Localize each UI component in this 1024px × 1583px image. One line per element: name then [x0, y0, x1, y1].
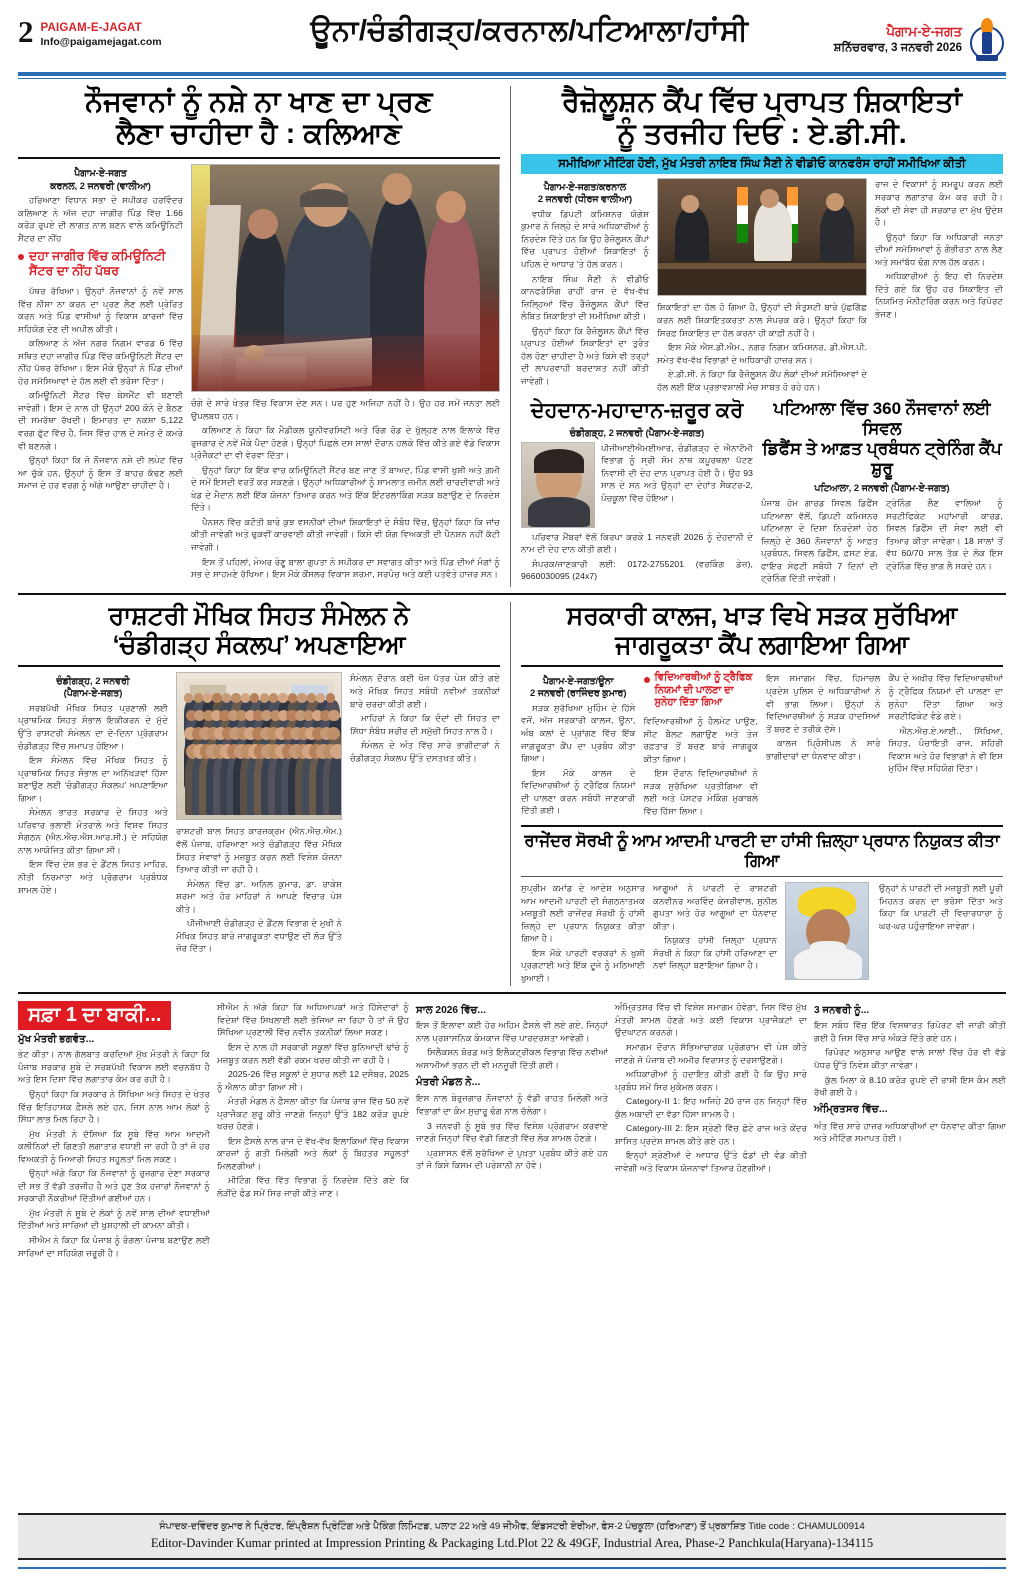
- health-conference-story: [18, 602, 500, 986]
- patiala-byline: ਪਟਿਆਲਾ, 2 ਜਨਵਰੀ (ਪੈਗਾਮ-ਏ-ਜਗਤ): [814, 482, 950, 494]
- edition-list: ਉੂਨਾ/ਚੰਡੀਗੜ੍ਹ/ਕਰਨਾਲ/ਪਟਿਆਲਾ/ਹਾਂਸੀ: [310, 15, 749, 47]
- lead-left-col2: ਚੰਗੇ ਦੇ ਸਾਰੇ ਖੇਤਰ ਵਿੱਚ ਵਿਕਾਸ ਦੇਣ ਸਨ। ਪਰ ਹੁਣ ਅਜਿਹਾ ਨਹੀਂ ਹੈ। ਉਹ ਹਰ ਸਮੇਂ ਜਨਤਾ ਲਈ ਉਪਲਬਧ ਹਨ। ਕਲਿਆਣ ਨੇ ਕਿਹਾ ਕਿ ਮੈਡੀਕਲ ਯੂਨੀਵਰਸਿਟੀ ਅਤੇ ਰਿੰਗ ਰੋਡ ਦੇ ਖੁੱਲ੍ਹਣ ਨਾਲ ਇਲਾਕੇ ਵਿੱਚ ਰੁਜ਼ਗਾਰ ਦੇ ਨਵੇਂ ਮੌਕੇ ਪੈਦਾ ਹੋਣਗੇ। ਉਨ੍ਹਾਂ ਪਿਛਲੇ ਦਸ ਸਾਲਾਂ ਦੌਰਾਨ ਹਲਕੇ ਵਿੱਚ ਕੀਤੇ ਗਏ ਵੱਡੇ ਵਿਕਾਸ ਪ੍ਰੋਜੈਕਟਾਂ ਦਾ ਵੀ ਵੇਰਵਾ ਦਿੱਤਾ। ਉਨ੍ਹਾਂ ਕਿਹਾ ਕਿ ਇੱਕ ਵਾਰ ਕਮਿਊਨਿਟੀ ਸੈਂਟਰ ਬਣ ਜਾਣ ਤੋਂ ਬਾਅਦ, ਪਿੰਡ ਵਾਸੀ ਖੁਸ਼ੀ ਅਤੇ ਗ਼ਮੀ ਦੇ ਸਮੇਂ ਇਸਦੀ ਵਰਤੋਂ ਕਰ ਸਕਣਗੇ। ਉਨ੍ਹਾਂ ਅਧਿਕਾਰੀਆਂ ਨੂੰ ਸ਼ਾਮਲਾਤ ਜ਼ਮੀਨ ਲਈ ਚਾਰਦੀਵਾਰੀ ਅਤੇ ਖੇਡ ਦੇ ਮੈਦਾਨ ਲਈ ਇੱਕ ਯੋਜਨਾ ਤਿਆਰ ਕਰਨ ਅਤੇ ਇੱਕ ਇੰਟਰਲਾਕਿੰਗ ਸੜਕ ਬਣਾਉਣ ਦੇ ਨਿਰਦੇਸ਼ ਦਿੱਤੇ। ਪੈਨਸ਼ਨ ਵਿੱਚ ਕਟੌਤੀ ਬਾਰੇ ਕੁਝ ਵਸਨੀਕਾਂ ਦੀਆਂ ਸ਼ਿਕਾਇਤਾਂ ਦੇ ਸੰਬੰਧ ਵਿੱਚ, ਉਨ੍ਹਾਂ ਕਿਹਾ ਕਿ ਜਾਂਚ ਕੀਤੀ ਜਾਵੇਗੀ ਅਤੇ ਢੁਕਵੀਂ ਕਾਰਵਾਈ ਕੀਤੀ ਜਾਵੇਗੀ। ਕਿਸੇ ਵੀ ਯੋਗ ਵਿਅਕਤੀ ਦੀ ਪੈਨਸ਼ਨ ਨਹੀਂ ਕੱਟੀ ਜਾਵੇਗੀ। ਇਸ ਤੋਂ ਪਹਿਲਾਂ, ਮੇਅਰ ਰੇਣੂ ਬਾਲਾ ਗੁਪਤਾ ਨੇ ਸਪੀਕਰ ਦਾ ਸਵਾਗਤ ਕੀਤਾ ਅਤੇ ਪਿੰਡ ਦੀਆਂ ਮੰਗਾਂ ਨੂੰ ਸਭ ਦੇ ਸਾਹਮਣੇ ਰੱਖਿਆ। ਇਸ ਮੌਕੇ ਕੌਂਸਲਰ ਵਿਕਾਸ ਸ਼ਰਮਾ, ਸਰਪੰਚ ਅਤੇ ਕਈ ਪਤਵੰਤੇ ਹਾਜ਼ਰ ਸਨ।: [191, 397, 500, 580]
- road-safety-story: [521, 602, 1003, 986]
- lead-left-byline-1: ਪੈਗਾਮ-ਏ-ਜਗਤ: [74, 166, 127, 178]
- health-headline-line1: ਰਾਸ਼ਟਰੀ ਮੌਖਿਕ ਸਿਹਤ ਸੰਮੇਲਨ ਨੇ: [108, 601, 410, 630]
- donation-byline: ਚੰਡੀਗੜ੍ਹ, 2 ਜਨਵਰੀ (ਪੈਗਾਮ-ਏ-ਜਗਤ): [569, 427, 705, 439]
- photo-donor-portrait: [521, 442, 595, 528]
- lead-story-right: [521, 86, 1003, 587]
- health-headline-line2: ‘ਚੰਡੀਗੜ੍ਹ ਸੰਕਲਪ’ ਅਪਣਾਇਆ: [112, 630, 406, 659]
- road-col2: ਵਿਦਿਆਰਥੀਆਂ ਨੂੰ ਹੈਲਮੇਟ ਪਾਉਣ, ਸੀਟ ਬੈਲਟ ਲਗਾਉਣ ਅਤੇ ਤੇਜ਼ ਰਫ਼ਤਾਰ ਤੋਂ ਬਚਣ ਬਾਰੇ ਜਾਗਰੂਕ ਕੀਤਾ ਗਿਆ। ਇਸ ਦੌਰਾਨ ਵਿਦਿਆਰਥੀਆਂ ਨੇ ਸੜਕ ਸੁਰੱਖਿਆ ਪ੍ਰਤੀਗਿਆ ਵੀ ਲਈ ਅਤੇ ਪੋਸਟਰ ਮੇਕਿੰਗ ਮੁਕਾਬਲੇ ਵਿੱਚ ਹਿੱਸਾ ਲਿਆ।: [643, 715, 758, 816]
- patiala-headline-line1: ਪਟਿਆਲਾ ਵਿੱਚ 360 ਨੌਜਵਾਨਾਂ ਲਈ ਸਿਵਲ: [773, 399, 991, 439]
- column-divider-2: [510, 602, 511, 986]
- continued-col1: ਭੇਟ ਕੀਤਾ। ਨਾਲ ਗੱਲਬਾਤ ਕਰਦਿਆਂ ਮੁੱਖ ਮੰਤਰੀ ਨੇ ਕਿਹਾ ਕਿ ਪੰਜਾਬ ਸਰਕਾਰ ਸੂਬੇ ਦੇ ਸਰਬਪੱਖੀ ਵਿਕਾਸ ਲਈ ਵਚਨਬੱਧ ਹੈ ਅਤੇ ਇਸ ਦਿਸ਼ਾ ਵਿੱਚ ਲਗਾਤਾਰ ਕੰਮ ਕਰ ਰਹੀ ਹੈ। ਉਨ੍ਹਾਂ ਕਿਹਾ ਕਿ ਸਰਕਾਰ ਨੇ ਸਿੱਖਿਆ ਅਤੇ ਸਿਹਤ ਦੇ ਖੇਤਰ ਵਿੱਚ ਇਤਿਹਾਸਕ ਫ਼ੈਸਲੇ ਲਏ ਹਨ, ਜਿਸ ਨਾਲ ਆਮ ਲੋਕਾਂ ਨੂੰ ਸਿੱਧਾ ਲਾਭ ਮਿਲ ਰਿਹਾ ਹੈ। ਮੁੱਖ ਮੰਤਰੀ ਨੇ ਦੱਸਿਆ ਕਿ ਸੂਬੇ ਵਿੱਚ ਆਮ ਆਦਮੀ ਕਲੀਨਿਕਾਂ ਦੀ ਗਿਣਤੀ ਲਗਾਤਾਰ ਵਧਾਈ ਜਾ ਰਹੀ ਹੈ ਤਾਂ ਜੋ ਹਰ ਵਿਅਕਤੀ ਨੂੰ ਮਿਆਰੀ ਸਿਹਤ ਸਹੂਲਤਾਂ ਮਿਲ ਸਕਣ। ਉਨ੍ਹਾਂ ਅੱਗੇ ਕਿਹਾ ਕਿ ਨੌਜਵਾਨਾਂ ਨੂੰ ਰੁਜ਼ਗਾਰ ਦੇਣਾ ਸਰਕਾਰ ਦੀ ਸਭ ਤੋਂ ਵੱਡੀ ਤਰਜੀਹ ਹੈ ਅਤੇ ਹੁਣ ਤੱਕ ਹਜ਼ਾਰਾਂ ਨੌਜਵਾਨਾਂ ਨੂੰ ਸਰਕਾਰੀ ਨੌਕਰੀਆਂ ਦਿੱਤੀਆਂ ਗਈਆਂ ਹਨ। ਮੁੱਖ ਮੰਤਰੀ ਨੇ ਸੂਬੇ ਦੇ ਲੋਕਾਂ ਨੂੰ ਨਵੇਂ ਸਾਲ ਦੀਆਂ ਵਧਾਈਆਂ ਦਿੱਤੀਆਂ ਅਤੇ ਸਾਰਿਆਂ ਦੀ ਖੁਸ਼ਹਾਲੀ ਦੀ ਕਾਮਨਾ ਕੀਤੀ। ਸੀਐਮ ਨੇ ਕਿਹਾ ਕਿ ਪੰਜਾਬ ਨੂੰ ਰੰਗਲਾ ਪੰਜਾਬ ਬਣਾਉਣ ਲਈ ਸਾਰਿਆਂ ਦਾ ਸਹਿਯੋਗ ਜ਼ਰੂਰੀ ਹੈ।: [18, 1049, 210, 1258]
- bullet-dot-icon: [18, 254, 24, 260]
- lead-left-headline-line1: ਨੌਜਵਾਨਾਂ ਨੂੰ ਨਸ਼ੇ ਨਾ ਖਾਣ ਦਾ ਪ੍ਰਣ: [85, 86, 433, 118]
- road-byline-1: ਪੈਗਾਮ-ਏ-ਜਗਤ/ਊਨਾ: [543, 675, 614, 687]
- lead-story-left: [18, 86, 500, 587]
- lead-right-col2: ਸ਼ਿਕਾਇਤਾਂ ਦਾ ਹੱਲ ਹੋ ਗਿਆ ਹੈ, ਉਨ੍ਹਾਂ ਦੀ ਸੰਤੁਸ਼ਟੀ ਬਾਰੇ ਪੁੱਛਗਿੱਛ ਕਰਨ ਲਈ ਸ਼ਿਕਾਇਤਕਰਤਾ ਨਾਲ ਸੰਪਰਕ ਕਰੋ। ਉਨ੍ਹਾਂ ਕਿਹਾ ਕਿ ਸਿਰਫ਼ ਸ਼ਿਕਾਇਤ ਦਾ ਹੱਲ ਕਰਨਾ ਹੀ ਕਾਫ਼ੀ ਨਹੀਂ ਹੈ। ਇਸ ਮੌਕੇ ਐਸ.ਡੀ.ਐਮ., ਨਗਰ ਨਿਗਮ ਕਮਿਸ਼ਨਰ, ਡੀ.ਐਸ.ਪੀ. ਸਮੇਤ ਵੱਖ-ਵੱਖ ਵਿਭਾਗਾਂ ਦੇ ਅਧਿਕਾਰੀ ਹਾਜ਼ਰ ਸਨ। ਏ.ਡੀ.ਸੀ. ਨੇ ਕਿਹਾ ਕਿ ਰੈਜ਼ੋਲੂਸ਼ਨ ਕੈਂਪ ਲੋਕਾਂ ਦੀਆਂ ਸਮੱਸਿਆਵਾਂ ਦੇ ਹੱਲ ਲਈ ਇੱਕ ਪ੍ਰਭਾਵਸ਼ਾਲੀ ਮੰਚ ਸਾਬਤ ਹੋ ਰਹੇ ਹਨ।: [657, 302, 867, 392]
- photo-aap-leader-portrait: [785, 882, 869, 980]
- lead-right-byline-2: 2 ਜਨਵਰੀ (ਧੀਰਜ ਵਾਲੀਆ): [537, 193, 633, 205]
- road-bullet-text: ਵਿਦਿਆਰਥੀਆਂ ਨੂੰ ਟ੍ਰੈਫਿਕ ਨਿਯਮਾਂ ਦੀ ਪਾਲਣਾ ਦਾ ਸੁਨੇਹਾ ਦਿੱਤਾ ਗਿਆ: [654, 672, 753, 709]
- road-headline-line2: ਜਾਗਰੂਕਤਾ ਕੈਂਪ ਲਗਾਇਆ ਗਿਆ: [615, 630, 909, 659]
- lead-right-highlight-strip: ਸਮੀਖਿਆ ਮੀਟਿੰਗ ਹੋਈ, ਮੁੱਖ ਮੰਤਰੀ ਨਾਇਬ ਸਿੰਘ ਸੈਣੀ ਨੇ ਵੀਡੀਓ ਕਾਨਫਰੰਸ ਰਾਹੀਂ ਸਮੀਖਿਆ ਕੀਤੀ: [521, 154, 1003, 174]
- health-col1: ਸਰਬਪੱਖੀ ਮੌਖਿਕ ਸਿਹਤ ਪ੍ਰਣਾਲੀ ਲਈ ਪ੍ਰਾਥਮਿਕ ਸਿਹਤ ਸੰਭਾਲ ਇਕੀਕਰਨ ਦੇ ਮੁੱਦੇ ਉੱਤੇ ਰਾਸ਼ਟਰੀ ਸੰਮੇਲਨ ਦਾ ਦੋ-ਦਿਨਾ ਪ੍ਰੋਗਰਾਮ ਚੰਡੀਗੜ੍ਹ ਵਿੱਚ ਸਮਾਪਤ ਹੋਇਆ। ਇਸ ਸੰਮੇਲਨ ਵਿੱਚ ਮੌਖਿਕ ਸਿਹਤ ਨੂੰ ਪ੍ਰਾਥਮਿਕ ਸਿਹਤ ਸੰਭਾਲ ਦਾ ਅਨਿੱਖੜਵਾਂ ਹਿੱਸਾ ਬਣਾਉਣ ਲਈ ‘ਚੰਡੀਗੜ੍ਹ ਸੰਕਲਪ’ ਅਪਣਾਇਆ ਗਿਆ। ਸੰਮੇਲਨ ਭਾਰਤ ਸਰਕਾਰ ਦੇ ਸਿਹਤ ਅਤੇ ਪਰਿਵਾਰ ਭਲਾਈ ਮੰਤਰਾਲੇ ਅਤੇ ਵਿਸ਼ਵ ਸਿਹਤ ਸੰਗਠਨ (ਐਨ.ਐਚ.ਐਸ.ਆਰ.ਸੀ.) ਦੇ ਸਹਿਯੋਗ ਨਾਲ ਆਯੋਜਿਤ ਕੀਤਾ ਗਿਆ ਸੀ। ਇਸ ਵਿੱਚ ਦੇਸ਼ ਭਰ ਦੇ ਡੈਂਟਲ ਸਿਹਤ ਮਾਹਿਰ, ਨੀਤੀ ਨਿਰਮਾਤਾ ਅਤੇ ਪ੍ਰੋਗਰਾਮ ਪ੍ਰਬੰਧਕ ਸ਼ਾਮਲ ਹੋਏ।: [18, 702, 168, 895]
- lead-left-byline-2: ਕਰਨਲ, 2 ਜਨਵਰੀ (ਵਾਲੀਆ): [50, 179, 151, 191]
- aap-headline: ਰਾਜੇਂਦਰ ਸੋਰਖੀ ਨੂੰ ਆਮ ਆਦਮੀ ਪਾਰਟੀ ਦਾ ਹਾਂਸੀ ਜ਼ਿਲ੍ਹਾ ਪ੍ਰਧਾਨ ਨਿਯੁਕਤ ਕੀਤਾ ਗਿਆ: [524, 832, 1000, 871]
- publication-date: ਸ਼ਨਿੱਚਰਵਾਰ, 3 ਜਨਵਰੀ 2026: [833, 42, 962, 55]
- paper-name-en: PAIGAM-E-JAGAT: [40, 22, 142, 34]
- edition-names: [268, 16, 791, 46]
- continued-sub-4: 3 ਜਨਵਰੀ ਨੂੰ...: [814, 1005, 870, 1017]
- health-byline-2: (ਪੈਗਾਮ-ਏ-ਜਗਤ): [63, 687, 123, 699]
- road-byline-2: 2 ਜਨਵਰੀ (ਰਾਜਿੰਦਰ ਕੁਮਾਰ): [530, 687, 627, 699]
- header-rule-thick: [18, 72, 1006, 76]
- patiala-headline-line2: ਡਿਫੈਂਸ ਤੇ ਆਫ਼ਤ ਪ੍ਰਬੰਧਨ ਟ੍ਰੇਨਿੰਗ ਕੈਂਪ ਸ਼ੁਰੂ: [762, 439, 1002, 479]
- header-rule-thin: [18, 78, 1006, 79]
- continued-label-box: ਸਫ਼ਾ 1 ਦਾ ਬਾਕੀ...: [18, 1001, 171, 1030]
- lead-left-col1-p1: ਹਰਿਆਣਾ ਵਿਧਾਨ ਸਭਾ ਦੇ ਸਪੀਕਰ ਹਰਵਿੰਦਰ ਕਲਿਆਣ ਨੇ ਅੱਜ ਦਹਾ ਜਾਗੀਰ ਪਿੰਡ ਵਿੱਚ 1.66 ਕਰੋੜ ਰੁਪਏ ਦੀ ਲਾਗਤ ਨਾਲ ਬਣਨ ਵਾਲੇ ਕਮਿਊਨਿਟੀ ਸੈਂਟਰ ਦਾ ਨੀਂਹ: [18, 195, 183, 243]
- photo-foundation-stone: [191, 164, 500, 392]
- donation-text-b: ਪਰਿਵਾਰ ਮੈਂਬਰਾਂ ਵੱਲੋਂ ਕਿਰਪਾ ਕਰਕੇ 1 ਜਨਵਰੀ 2026 ਨੂੰ ਦੇਹਦਾਨੀ ਦੇ ਨਾਮ ਦੀ ਦੇਹ ਦਾਨ ਕੀਤੀ ਗਈ। ਸੰਪਰਕ/ਜਾਣਕਾਰੀ ਲਈ: 0172-2755201 (ਵਰਕਿੰਗ ਡੇਜ਼), 9660030095 (24x7): [521, 531, 753, 582]
- torch-logo-icon: [968, 18, 1006, 62]
- continued-section: [18, 1001, 1006, 1261]
- page-footer: [18, 1513, 1006, 1569]
- photo-group-conference: [176, 672, 342, 820]
- patiala-col2: ਟ੍ਰੇਨਿੰਗ ਲੈਣ ਵਾਲਿਆਂ ਨੂੰ ਸਰਟੀਫਿਕੇਟ ਮਹਾਂਮਾਰੀ ਕਾਰਡ, ਸਿਵਲ ਡਿਫੈਂਸ ਦੀ ਸੇਵਾ ਲਈ ਵੀ ਤਿਆਰ ਕੀਤਾ ਜਾਵੇਗਾ। 18 ਸਾਲਾਂ ਤੋਂ ਵੱਧ 60/70 ਸਾਲ ਤੱਕ ਦੇ ਲੋਕ ਇਸ ਟ੍ਰੇਨਿੰਗ ਵਿੱਚ ਭਾਗ ਲੈ ਸਕਦੇ ਹਨ।: [886, 498, 1003, 571]
- continued-col3: ਇਸ ਤੋਂ ਇਲਾਵਾ ਕਈ ਹੋਰ ਅਹਿਮ ਫ਼ੈਸਲੇ ਵੀ ਲਏ ਗਏ, ਜਿਨ੍ਹਾਂ ਨਾਲ ਪ੍ਰਸ਼ਾਸਨਿਕ ਕੰਮਕਾਜ ਵਿੱਚ ਪਾਰਦਰਸ਼ਤਾ ਆਵੇਗੀ। ਸਿਲੈਕਸ਼ਨ ਬੋਰਡ ਅਤੇ ਇਲੈਕਟ੍ਰੀਕਲ ਵਿਭਾਗ ਵਿੱਚ ਨਵੀਆਂ ਅਸਾਮੀਆਂ ਭਰਨ ਦੀ ਵੀ ਮਨਜ਼ੂਰੀ ਦਿੱਤੀ ਗਈ। ਮੰਤਰੀ ਮੰਡਲ ਨੇ... ਇਸ ਨਾਲ ਬੇਰੁਜ਼ਗਾਰ ਨੌਜਵਾਨਾਂ ਨੂੰ ਵੱਡੀ ਰਾਹਤ ਮਿਲੇਗੀ ਅਤੇ ਵਿਭਾਗਾਂ ਦਾ ਕੰਮ ਸੁਚਾਰੂ ਢੰਗ ਨਾਲ ਚੱਲੇਗਾ। 3 ਜਨਵਰੀ ਨੂੰ ਸੂਬੇ ਭਰ ਵਿੱਚ ਵਿਸ਼ੇਸ਼ ਪ੍ਰੋਗਰਾਮ ਕਰਵਾਏ ਜਾਣਗੇ ਜਿਨ੍ਹਾਂ ਵਿੱਚ ਵੱਡੀ ਗਿਣਤੀ ਵਿੱਚ ਲੋਕ ਸ਼ਾਮਲ ਹੋਣਗੇ। ਪ੍ਰਸ਼ਾਸਨ ਵੱਲੋਂ ਸੁਰੱਖਿਆ ਦੇ ਪੁਖ਼ਤਾ ਪ੍ਰਬੰਧ ਕੀਤੇ ਗਏ ਹਨ ਤਾਂ ਜੋ ਕਿਸੇ ਕਿਸਮ ਦੀ ਪਰੇਸ਼ਾਨੀ ਨਾ ਹੋਵੇ।: [416, 1020, 608, 1171]
- footer-rule: [18, 1567, 1006, 1569]
- masthead-right: [791, 16, 1006, 62]
- masthead: [18, 16, 1006, 68]
- lead-right-headline-line2: ਨੂੰ ਤਰਜੀਹ ਦਿਓ : ਏ.ਡੀ.ਸੀ.: [617, 118, 907, 151]
- bullet-dot-icon-2: [644, 677, 650, 683]
- continued-sub-1: ਮੁੱਖ ਮੰਤਰੀ ਭਗਵੰਤ...: [18, 1034, 95, 1046]
- lead-right-col1: ਵਧੀਕ ਡਿਪਟੀ ਕਮਿਸ਼ਨਰ ਯੋਗੇਸ਼ ਕੁਮਾਰ ਨੇ ਜ਼ਿਲ੍ਹੇ ਦੇ ਸਾਰੇ ਅਧਿਕਾਰੀਆਂ ਨੂੰ ਨਿਰਦੇਸ਼ ਦਿੱਤੇ ਹਨ ਕਿ ਉਹ ਰੈਜ਼ੋਲੂਸ਼ਨ ਕੈਂਪਾਂ ਵਿੱਚ ਪ੍ਰਾਪਤ ਹੋਈਆਂ ਸ਼ਿਕਾਇਤਾਂ ਨੂੰ ਪਹਿਲ ਦੇ ਆਧਾਰ 'ਤੇ ਹੱਲ ਕਰਨ। ਨਾਇਬ ਸਿੰਘ ਸੈਣੀ ਨੇ ਵੀਡੀਓ ਕਾਨਫਰੰਸਿੰਗ ਰਾਹੀਂ ਰਾਜ ਦੇ ਵੱਖ-ਵੱਖ ਜ਼ਿਲ੍ਹਿਆਂ ਵਿੱਚ ਰੈਜ਼ੋਲੂਸ਼ਨ ਕੈਂਪਾਂ ਵਿੱਚ ਲੰਬਿਤ ਸ਼ਿਕਾਇਤਾਂ ਦੀ ਸਮੀਖਿਆ ਕੀਤੀ। ਉਨ੍ਹਾਂ ਕਿਹਾ ਕਿ ਰੈਜ਼ੋਲੂਸ਼ਨ ਕੈਂਪਾਂ ਵਿੱਚ ਪ੍ਰਾਪਤ ਹੋਈਆਂ ਸ਼ਿਕਾਇਤਾਂ ਦਾ ਤੁਰੰਤ ਹੱਲ ਹੋਣਾ ਚਾਹੀਦਾ ਹੈ ਅਤੇ ਕਿਸੇ ਵੀ ਤਰ੍ਹਾਂ ਦੀ ਲਾਪਰਵਾਹੀ ਬਰਦਾਸ਼ਤ ਨਹੀਂ ਕੀਤੀ ਜਾਵੇਗੀ।: [521, 208, 649, 386]
- lead-right-col3: ਰਾਜ ਦੇ ਵਿਕਾਸਾਂ ਨੂੰ ਸਮਰੂਪ ਕਰਨ ਲਈ ਸਰਕਾਰ ਲਗਾਤਾਰ ਕੰਮ ਕਰ ਰਹੀ ਹੈ। ਲੋਕਾਂ ਦੀ ਸੇਵਾ ਹੀ ਸਰਕਾਰ ਦਾ ਮੁੱਖ ਉਦੇਸ਼ ਹੈ। ਉਨ੍ਹਾਂ ਕਿਹਾ ਕਿ ਅਧਿਕਾਰੀ ਜਨਤਾ ਦੀਆਂ ਸਮੱਸਿਆਵਾਂ ਨੂੰ ਗੰਭੀਰਤਾ ਨਾਲ ਲੈਣ ਅਤੇ ਸਮਾਂਬੱਧ ਢੰਗ ਨਾਲ ਹੱਲ ਕਰਨ। ਅਧਿਕਾਰੀਆਂ ਨੂੰ ਇਹ ਵੀ ਨਿਰਦੇਸ਼ ਦਿੱਤੇ ਗਏ ਕਿ ਉਹ ਹਰ ਸ਼ਿਕਾਇਤ ਦੀ ਨਿਯਮਿਤ ਮੋਨੀਟਰਿੰਗ ਕਰਨ ਅਤੇ ਰਿਪੋਰਟ ਭੇਜਣ।: [875, 179, 1003, 319]
- lead-left-headline-line2: ਲੈਣਾ ਚਾਹੀਦਾ ਹੈ : ਕਲਿਆਣ: [116, 118, 402, 151]
- column-divider: [510, 86, 511, 587]
- continued-col4: ਅੰਮ੍ਰਿਤਸਰ ਵਿੱਚ ਵੀ ਵਿਸ਼ੇਸ਼ ਸਮਾਗਮ ਹੋਵੇਗਾ, ਜਿਸ ਵਿੱਚ ਮੁੱਖ ਮੰਤਰੀ ਸ਼ਾਮਲ ਹੋਣਗੇ ਅਤੇ ਕਈ ਵਿਕਾਸ ਪ੍ਰਾਜੈਕਟਾਂ ਦਾ ਉਦਘਾਟਨ ਕਰਨਗੇ। ਸਮਾਗਮ ਦੌਰਾਨ ਸੱਭਿਆਚਾਰਕ ਪ੍ਰੋਗਰਾਮ ਵੀ ਪੇਸ਼ ਕੀਤੇ ਜਾਣਗੇ ਜੋ ਪੰਜਾਬ ਦੀ ਅਮੀਰ ਵਿਰਾਸਤ ਨੂੰ ਦਰਸਾਉਣਗੇ। ਅਧਿਕਾਰੀਆਂ ਨੂੰ ਹਦਾਇਤ ਕੀਤੀ ਗਈ ਹੈ ਕਿ ਉਹ ਸਾਰੇ ਪ੍ਰਬੰਧ ਸਮੇਂ ਸਿਰ ਮੁਕੰਮਲ ਕਰਨ। Category-II 1: ਇਹ ਅਜਿਹੇ 20 ਰਾਜ ਹਨ ਜਿਨ੍ਹਾਂ ਵਿੱਚ ਕੁੱਲ ਅਬਾਦੀ ਦਾ ਵੱਡਾ ਹਿੱਸਾ ਸ਼ਾਮਲ ਹੈ। Category-III 2: ਇਸ ਸ਼੍ਰੇਣੀ ਵਿੱਚ ਛੋਟੇ ਰਾਜ ਅਤੇ ਕੇਂਦਰ ਸ਼ਾਸਿਤ ਪ੍ਰਦੇਸ਼ ਸ਼ਾਮਲ ਕੀਤੇ ਗਏ ਹਨ। ਇਨ੍ਹਾਂ ਸ਼੍ਰੇਣੀਆਂ ਦੇ ਆਧਾਰ ਉੱਤੇ ਫੰਡਾਂ ਦੀ ਵੰਡ ਕੀਤੀ ਜਾਵੇਗੀ ਅਤੇ ਵਿਕਾਸ ਯੋਜਨਾਵਾਂ ਤਿਆਰ ਹੋਣਗੀਆਂ।: [615, 1002, 807, 1173]
- lead-left-bullet: [18, 249, 183, 280]
- continued-col2: ਸੀਐਮ ਨੇ ਅੱਗੇ ਕਿਹਾ ਕਿ ਅਧਿਆਪਕਾਂ ਅਤੇ ਹਿੱਸੇਦਾਰਾਂ ਨੂੰ ਵਿਦੇਸ਼ਾਂ ਵਿੱਚ ਸਿਖਲਾਈ ਲਈ ਭੇਜਿਆ ਜਾ ਰਿਹਾ ਹੈ ਤਾਂ ਜੋ ਉਹ ਸਿੱਖਿਆ ਪ੍ਰਣਾਲੀ ਵਿੱਚ ਨਵੀਨ ਤਕਨੀਕਾਂ ਲਿਆ ਸਕਣ। ਇਸ ਦੇ ਨਾਲ ਹੀ ਸਰਕਾਰੀ ਸਕੂਲਾਂ ਵਿੱਚ ਬੁਨਿਆਦੀ ਢਾਂਚੇ ਨੂੰ ਮਜ਼ਬੂਤ ਕਰਨ ਲਈ ਵੱਡੀ ਰਕਮ ਖਰਚ ਕੀਤੀ ਜਾ ਰਹੀ ਹੈ। 2025-26 ਵਿੱਚ ਸਕੂਲਾਂ ਦੇ ਸੁਧਾਰ ਲਈ 12 ਦਸੰਬਰ, 2025 ਨੂੰ ਐਲਾਨ ਕੀਤਾ ਗਿਆ ਸੀ। ਮੰਤਰੀ ਮੰਡਲ ਨੇ ਫ਼ੈਸਲਾ ਕੀਤਾ ਕਿ ਪੰਜਾਬ ਰਾਜ ਵਿੱਚ 50 ਨਵੇਂ ਪ੍ਰਾਜੈਕਟ ਸ਼ੁਰੂ ਕੀਤੇ ਜਾਣਗੇ ਜਿਨ੍ਹਾਂ ਉੱਤੇ 182 ਕਰੋੜ ਰੁਪਏ ਖਰਚ ਹੋਣਗੇ। ਇਸ ਫ਼ੈਸਲੇ ਨਾਲ ਰਾਜ ਦੇ ਵੱਖ-ਵੱਖ ਇਲਾਕਿਆਂ ਵਿੱਚ ਵਿਕਾਸ ਕਾਰਜਾਂ ਨੂੰ ਗਤੀ ਮਿਲੇਗੀ ਅਤੇ ਲੋਕਾਂ ਨੂੰ ਬਿਹਤਰ ਸਹੂਲਤਾਂ ਮਿਲਣਗੀਆਂ। ਮੀਟਿੰਗ ਵਿੱਚ ਵਿੱਤ ਵਿਭਾਗ ਨੂੰ ਨਿਰਦੇਸ਼ ਦਿੱਤੇ ਗਏ ਕਿ ਲੋੜੀਂਦੇ ਫੰਡ ਸਮੇਂ ਸਿਰ ਜਾਰੀ ਕੀਤੇ ਜਾਣ।: [217, 1002, 409, 1198]
- donation-text-a: ਪੀਜੀਆਈਐਮਈਆਰ, ਚੰਡੀਗੜ੍ਹ ਦੇ ਐਨਾਟੌਮੀ ਵਿਭਾਗ ਨੂੰ ਸ੍ਰੀ ਸੋਮ ਨਾਥ ਕਪੂਰਥਲਾ ਪੱਟਣ ਨਿਵਾਸੀ ਦੀ ਦੇਹ ਦਾਨ ਪ੍ਰਾਪਤ ਹੋਈ ਹੈ। ਉਹ 93 ਸਾਲ ਦੇ ਸਨ ਅਤੇ ਉਨ੍ਹਾਂ ਦਾ ਦੇਹਾਂਤ ਸੈਕਟਰ-2, ਪੰਚਕੂਲਾ ਵਿੱਚ ਹੋਇਆ।: [601, 442, 753, 503]
- lead-right-headline-line1: ਰੈਜ਼ੋਲੂਸ਼ਨ ਕੈਂਪ ਵਿੱਚ ਪ੍ਰਾਪਤ ਸ਼ਿਕਾਇਤਾਂ: [562, 86, 962, 118]
- photo-video-conference: [657, 178, 867, 296]
- road-col3: ਇਸ ਸਮਾਗਮ ਵਿੱਚ, ਹਿਮਾਚਲ ਪ੍ਰਦੇਸ਼ ਪੁਲਿਸ ਦੇ ਅਧਿਕਾਰੀਆਂ ਨੇ ਵੀ ਭਾਗ ਲਿਆ। ਉਨ੍ਹਾਂ ਨੇ ਵਿਦਿਆਰਥੀਆਂ ਨੂੰ ਸੜਕ ਹਾਦਸਿਆਂ ਤੋਂ ਬਚਣ ਦੇ ਤਰੀਕੇ ਦੱਸੇ। ਕਾਲਜ ਪ੍ਰਿੰਸੀਪਲ ਨੇ ਸਾਰੇ ਭਾਗੀਦਾਰਾਂ ਦਾ ਧੰਨਵਾਦ ਕੀਤਾ।: [766, 673, 881, 761]
- health-col3: ਸੰਮੇਲਨ ਦੌਰਾਨ ਕਈ ਖੋਜ ਪੱਤਰ ਪੇਸ਼ ਕੀਤੇ ਗਏ ਅਤੇ ਮੌਖਿਕ ਸਿਹਤ ਸਬੰਧੀ ਨਵੀਆਂ ਤਕਨੀਕਾਂ ਬਾਰੇ ਚਰਚਾ ਕੀਤੀ ਗਈ। ਮਾਹਿਰਾਂ ਨੇ ਕਿਹਾ ਕਿ ਦੰਦਾਂ ਦੀ ਸਿਹਤ ਦਾ ਸਿੱਧਾ ਸੰਬੰਧ ਸਰੀਰ ਦੀ ਸਮੁੱਚੀ ਸਿਹਤ ਨਾਲ ਹੈ। ਸੰਮੇਲਨ ਦੇ ਅੰਤ ਵਿੱਚ ਸਾਰੇ ਭਾਗੀਦਾਰਾਂ ਨੇ ਚੰਡੀਗੜ੍ਹ ਸੰਕਲਪ ਉੱਤੇ ਦਸਤਖਤ ਕੀਤੇ।: [350, 673, 500, 763]
- footer-line-punjabi: ਸੰਪਾਦਕ-ਦਵਿੰਦਰ ਕੁਮਾਰ ਨੇ ਪ੍ਰਿੰਟਰ, ਇੰਪ੍ਰੈਸ਼ਨ ਪ੍ਰਿੰਟਿੰਗ ਅਤੇ ਪੈਕਿੰਗ ਲਿਮਿਟਡ, ਪਲਾਟ 22 ਅਤੇ 49 ਜੀਐਫ, ਇੰਡਸਟਰੀ ਏਰੀਆ, ਫੇਸ-2 ਪੰਚਕੂਲਾ (ਹਰਿਆਣਾ) ਤੋਂ ਪ੍ਰਕਾਸ਼ਿਤ Title code : CHAMUL00914: [159, 1520, 865, 1532]
- donation-headline: ਦੇਹਦਾਨ-ਮਹਾਦਾਨ-ਜ਼ਰੂਰ ਕਰੋ: [530, 399, 744, 423]
- paper-email: Info@paigamejagat.com: [40, 35, 162, 48]
- road-col4: ਕੈਂਪ ਦੇ ਅਖ਼ੀਰ ਵਿੱਚ ਵਿਦਿਆਰਥੀਆਂ ਨੂੰ ਟ੍ਰੈਫਿਕ ਨਿਯਮਾਂ ਦੀ ਪਾਲਣਾ ਦਾ ਸੁਨੇਹਾ ਦਿੱਤਾ ਗਿਆ ਅਤੇ ਸਰਟੀਫਿਕੇਟ ਵੰਡੇ ਗਏ। ਐਨ.ਐਚ.ਏ.ਆਈ., ਸਿੱਖਿਆ, ਸਿਹਤ, ਪੰਚਾਇਤੀ ਰਾਜ, ਸ਼ਹਿਰੀ ਵਿਕਾਸ ਅਤੇ ਹੋਰ ਵਿਭਾਗਾਂ ਨੇ ਵੀ ਇਸ ਮੁਹਿੰਮ ਵਿੱਚ ਸਹਿਯੋਗ ਦਿੱਤਾ।: [888, 673, 1003, 774]
- aap-col1: ਸੁਪ੍ਰੀਮ ਕਮਾਂਡ ਦੇ ਆਦੇਸ਼ ਅਨੁਸਾਰ ਆਮ ਆਦਮੀ ਪਾਰਟੀ ਦੀ ਸੰਗਠਨਾਤਮਕ ਮਜ਼ਬੂਤੀ ਲਈ ਰਾਜੇਂਦਰ ਸੋਰਖੀ ਨੂੰ ਹਾਂਸੀ ਜ਼ਿਲ੍ਹੇ ਦਾ ਪ੍ਰਧਾਨ ਨਿਯੁਕਤ ਕੀਤਾ ਗਿਆ ਹੈ। ਇਸ ਮੌਕੇ ਪਾਰਟੀ ਵਰਕਰਾਂ ਨੇ ਖੁਸ਼ੀ ਪ੍ਰਗਟਾਈ ਅਤੇ ਇੱਕ ਦੂਜੇ ਨੂੰ ਮਠਿਆਈ ਖੁਆਈ।: [521, 882, 645, 983]
- continued-sub-5: ਅੰਮ੍ਰਿਤਸਰ ਵਿੱਚ...: [814, 1103, 888, 1115]
- middle-stories-row: [18, 602, 1006, 986]
- footer-line-english: Editor-Davinder Kumar printed at Impression Printing & Packaging Ltd.Plot 22 & 49GF, Industrial Area, Phase-2 Panchkula(Haryana)-134115: [150, 1536, 874, 1551]
- lead-left-bullet-text: ਦਹਾ ਜਾਗੀਰ ਵਿੱਚ ਕਮਿਊਨਿਟੀ ਸੈਂਟਰ ਦਾ ਨੀਂਹ ਪੱਥਰ: [29, 248, 166, 279]
- lead-right-byline-1: ਪੈਗਾਮ-ਏ-ਜਗਤ/ਕਰਨਾਲ: [543, 181, 627, 193]
- health-byline-1: ਚੰਡੀਗੜ੍ਹ, 2 ਜਨਵਰੀ: [56, 675, 130, 687]
- patiala-col1: ਪੰਜਾਬ ਹੋਮ ਗਾਰਡ ਸਿਵਲ ਡਿਫੈਂਸ ਪਟਿਆਲਾ ਵੱਲੋਂ, ਡਿਪਟੀ ਕਮਿਸ਼ਨਰ ਪਟਿਆਲਾ ਦੇ ਦਿਸ਼ਾ ਨਿਰਦੇਸ਼ਾਂ ਹੇਠ ਜ਼ਿਲ੍ਹੇ ਦੇ 360 ਨੌਜਵਾਨਾਂ ਨੂੰ ਆਫ਼ਤ ਪ੍ਰਬੰਧਨ, ਸਿਵਲ ਡਿਫੈਂਸ, ਫ਼ਸਟ ਏਡ, ਫਾਇਰ ਸੇਫਟੀ ਸਬੰਧੀ 7 ਦਿਨਾਂ ਦੀ ਟ੍ਰੇਨਿੰਗ ਦਿੱਤੀ ਜਾਵੇਗੀ।: [761, 498, 878, 584]
- page-number: 2: [18, 14, 34, 49]
- lead-stories-row: [18, 86, 1006, 587]
- road-headline-line1: ਸਰਕਾਰੀ ਕਾਲਜ, ਖਾੜ ਵਿਖੇ ਸੜਕ ਸੁਰੱਖਿਆ: [566, 601, 958, 630]
- road-bullet: [644, 672, 759, 710]
- lead-left-col1-rest: ਪੱਥਰ ਰੱਖਿਆ। ਉਨ੍ਹਾਂ ਨੌਜਵਾਨਾਂ ਨੂੰ ਨਵੇਂ ਸਾਲ ਵਿੱਚ ਨੀਸ਼ਾ ਨਾ ਕਰਨ ਦਾ ਪ੍ਰਣ ਲੈਣ ਲਈ ਪ੍ਰੇਰਿਤ ਕਰਨ ਅਤੇ ਪਿੰਡ ਵਾਸੀਆਂ ਨੂੰ ਵਿਕਾਸ ਕਾਰਜਾਂ ਵਿੱਚ ਸਹਿਯੋਗ ਦੇਣ ਦੀ ਅਪੀਲ ਕੀਤੀ। ਕਲਿਆਣ ਨੇ ਅੱਜ ਨਗਰ ਨਿਗਮ ਵਾਰਡ 6 ਵਿੱਚ ਸਥਿਤ ਦਹਾ ਜਾਗੀਰ ਪਿੰਡ ਵਿੱਚ ਕਮਿਊਨਿਟੀ ਸੈਂਟਰ ਦਾ ਨੀਂਹ ਪੱਥਰ ਰੱਖਿਆ। ਇਸ ਮੌਕੇ ਉਨ੍ਹਾਂ ਨੇ ਪਿੰਡ ਦੀਆਂ ਹੋਰ ਸਮੱਸਿਆਵਾਂ ਦੇ ਹੱਲ ਲਈ ਵੀ ਭਰੋਸਾ ਦਿੱਤਾ। ਕਮਿਊਨਿਟੀ ਸੈਂਟਰ ਵਿੱਚ ਬੇਸਮੈਂਟ ਵੀ ਬਣਾਈ ਜਾਵੇਗੀ। ਇਸ ਦੇ ਨਾਲ ਹੀ ਉਨ੍ਹਾਂ 200 ਕੋਨੇ ਦੇ ਬੈਠਣ ਦੀ ਸਮਰੱਥਾ ਰੱਖਦੀ। ਇਮਾਰਤ ਦਾ ਨਕਸ਼ਾ 5,122 ਵਰਗ ਫੁੱਟ ਵਿੱਚ ਹੈ, ਜਿਸ ਵਿੱਚ ਹਾਲ ਦੇ ਸਮੇਤ ਦੋ ਕਮਰੇ ਵੀ ਬਣਨਗੇ। ਉਨ੍ਹਾਂ ਕਿਹਾ ਕਿ ਜੋ ਨੌਜਵਾਨ ਨਸ਼ੇ ਦੀ ਲਪੇਟ ਵਿੱਚ ਆ ਚੁੱਕੇ ਹਨ, ਉਨ੍ਹਾਂ ਨੂੰ ਇਸ ਤੋਂ ਬਾਹਰ ਕੱਢਣ ਲਈ ਸਮਾਜ ਦੇ ਹਰ ਵਰਗ ਨੂੰ ਅੱਗੇ ਆਉਣਾ ਚਾਹੀਦਾ ਹੈ।: [18, 286, 183, 491]
- group-photo-crowd: [184, 682, 335, 816]
- road-col1: ਸੜਕ ਸੁਰੱਖਿਆ ਮੁਹਿੰਮ ਦੇ ਹਿੱਸੇ ਵਜੋਂ, ਅੱਜ ਸਰਕਾਰੀ ਕਾਲਜ, ਊਨਾ, ਅੰਬ ਕਲਾਂ ਦੇ ਪ੍ਰਾਂਗਣ ਵਿੱਚ ਇੱਕ ਜਾਗਰੂਕਤਾ ਕੈਂਪ ਦਾ ਪ੍ਰਬੰਧ ਕੀਤਾ ਗਿਆ। ਇਸ ਮੌਕੇ ਕਾਲਜ ਦੇ ਵਿਦਿਆਰਥੀਆਂ ਨੂੰ ਟ੍ਰੈਫਿਕ ਨਿਯਮਾਂ ਦੀ ਪਾਲਣਾ ਕਰਨ ਸਬੰਧੀ ਜਾਣਕਾਰੀ ਦਿੱਤੀ ਗਈ।: [521, 702, 636, 816]
- continued-sub-2: ਸਾਲ 2026 ਵਿੱਚ...: [416, 1005, 486, 1017]
- brand-name-punjabi: ਪੈਗਾਮ-ਏ-ਜਗਤ: [886, 23, 962, 39]
- aap-col3: ਉਨ੍ਹਾਂ ਨੇ ਪਾਰਟੀ ਦੀ ਮਜ਼ਬੂਤੀ ਲਈ ਪੂਰੀ ਮਿਹਨਤ ਕਰਨ ਦਾ ਭਰੋਸਾ ਦਿੱਤਾ ਅਤੇ ਕਿਹਾ ਕਿ ਪਾਰਟੀ ਦੀ ਵਿਚਾਰਧਾਰਾ ਨੂੰ ਘਰ-ਘਰ ਪਹੁੰਚਾਇਆ ਜਾਵੇਗਾ।: [879, 882, 1003, 931]
- aap-col2: ਆਗੂਆਂ ਨੇ ਪਾਰਟੀ ਦੇ ਰਾਸ਼ਟਰੀ ਕਨਵੀਨਰ ਅਰਵਿੰਦ ਕੇਜਰੀਵਾਲ, ਸੁਨੀਲ ਗੁਪਤਾ ਅਤੇ ਹੋਰ ਆਗੂਆਂ ਦਾ ਧੰਨਵਾਦ ਕੀਤਾ। ਨਿਯੁਕਤ ਹਾਂਸੀ ਜ਼ਿਲ੍ਹਾ ਪ੍ਰਧਾਨ ਸੋਰਖੀ ਨੇ ਕਿਹਾ ਕਿ ਹਾਂਸੀ ਹਰਿਆਣਾ ਦਾ ਨਵਾਂ ਜ਼ਿਲ੍ਹਾ ਬਣਾਇਆ ਗਿਆ ਹੈ।: [653, 882, 777, 971]
- continued-sub-3: ਮੰਤਰੀ ਮੰਡਲ ਨੇ...: [416, 1076, 481, 1088]
- health-col2: ਰਾਸ਼ਟਰੀ ਬਾਲ ਸਿਹਤ ਕਾਰਜਕ੍ਰਮ (ਐਨ.ਐਚ.ਐਮ.) ਵੱਲੋਂ ਪੰਜਾਬ, ਹਰਿਆਣਾ ਅਤੇ ਚੰਡੀਗੜ੍ਹ ਵਿੱਚ ਮੌਖਿਕ ਸਿਹਤ ਸੇਵਾਵਾਂ ਨੂੰ ਮਜ਼ਬੂਤ ਕਰਨ ਲਈ ਵਿਸ਼ੇਸ਼ ਯੋਜਨਾ ਤਿਆਰ ਕੀਤੀ ਜਾ ਰਹੀ ਹੈ। ਸੰਮੇਲਨ ਵਿੱਚ ਡਾ. ਅਨਿਲ ਕੁਮਾਰ, ਡਾ. ਰਾਕੇਸ਼ ਸ਼ਰਮਾ ਅਤੇ ਹੋਰ ਮਾਹਿਰਾਂ ਨੇ ਆਪਣੇ ਵਿਚਾਰ ਪੇਸ਼ ਕੀਤੇ। ਪੀਜੀਆਈ ਚੰਡੀਗੜ੍ਹ ਦੇ ਡੈਂਟਲ ਵਿਭਾਗ ਦੇ ਮੁਖੀ ਨੇ ਮੌਖਿਕ ਸਿਹਤ ਬਾਰੇ ਜਾਗਰੂਕਤਾ ਵਧਾਉਣ ਦੀ ਲੋੜ ਉੱਤੇ ਜ਼ੋਰ ਦਿੱਤਾ।: [176, 826, 342, 954]
- masthead-left: [18, 16, 268, 48]
- continued-col5: ਇਸ ਸਬੰਧ ਵਿੱਚ ਇੱਕ ਵਿਸਥਾਰਤ ਰਿਪੋਰਟ ਵੀ ਜਾਰੀ ਕੀਤੀ ਗਈ ਹੈ ਜਿਸ ਵਿੱਚ ਸਾਰੇ ਅੰਕੜੇ ਦਿੱਤੇ ਗਏ ਹਨ। ਰਿਪੋਰਟ ਅਨੁਸਾਰ ਆਉਣ ਵਾਲੇ ਸਾਲਾਂ ਵਿੱਚ ਹੋਰ ਵੀ ਵੱਡੇ ਪੱਧਰ ਉੱਤੇ ਨਿਵੇਸ਼ ਕੀਤਾ ਜਾਵੇਗਾ। ਕੁੱਲ ਮਿਲਾ ਕੇ 8.10 ਕਰੋੜ ਰੁਪਏ ਦੀ ਰਾਸ਼ੀ ਇਸ ਕੰਮ ਲਈ ਰੱਖੀ ਗਈ ਹੈ। ਅੰਮ੍ਰਿਤਸਰ ਵਿੱਚ... ਅੰਤ ਵਿੱਚ ਸਾਰੇ ਹਾਜ਼ਰ ਅਧਿਕਾਰੀਆਂ ਦਾ ਧੰਨਵਾਦ ਕੀਤਾ ਗਿਆ ਅਤੇ ਮੀਟਿੰਗ ਸਮਾਪਤ ਹੋਈ।: [814, 1020, 1006, 1144]
